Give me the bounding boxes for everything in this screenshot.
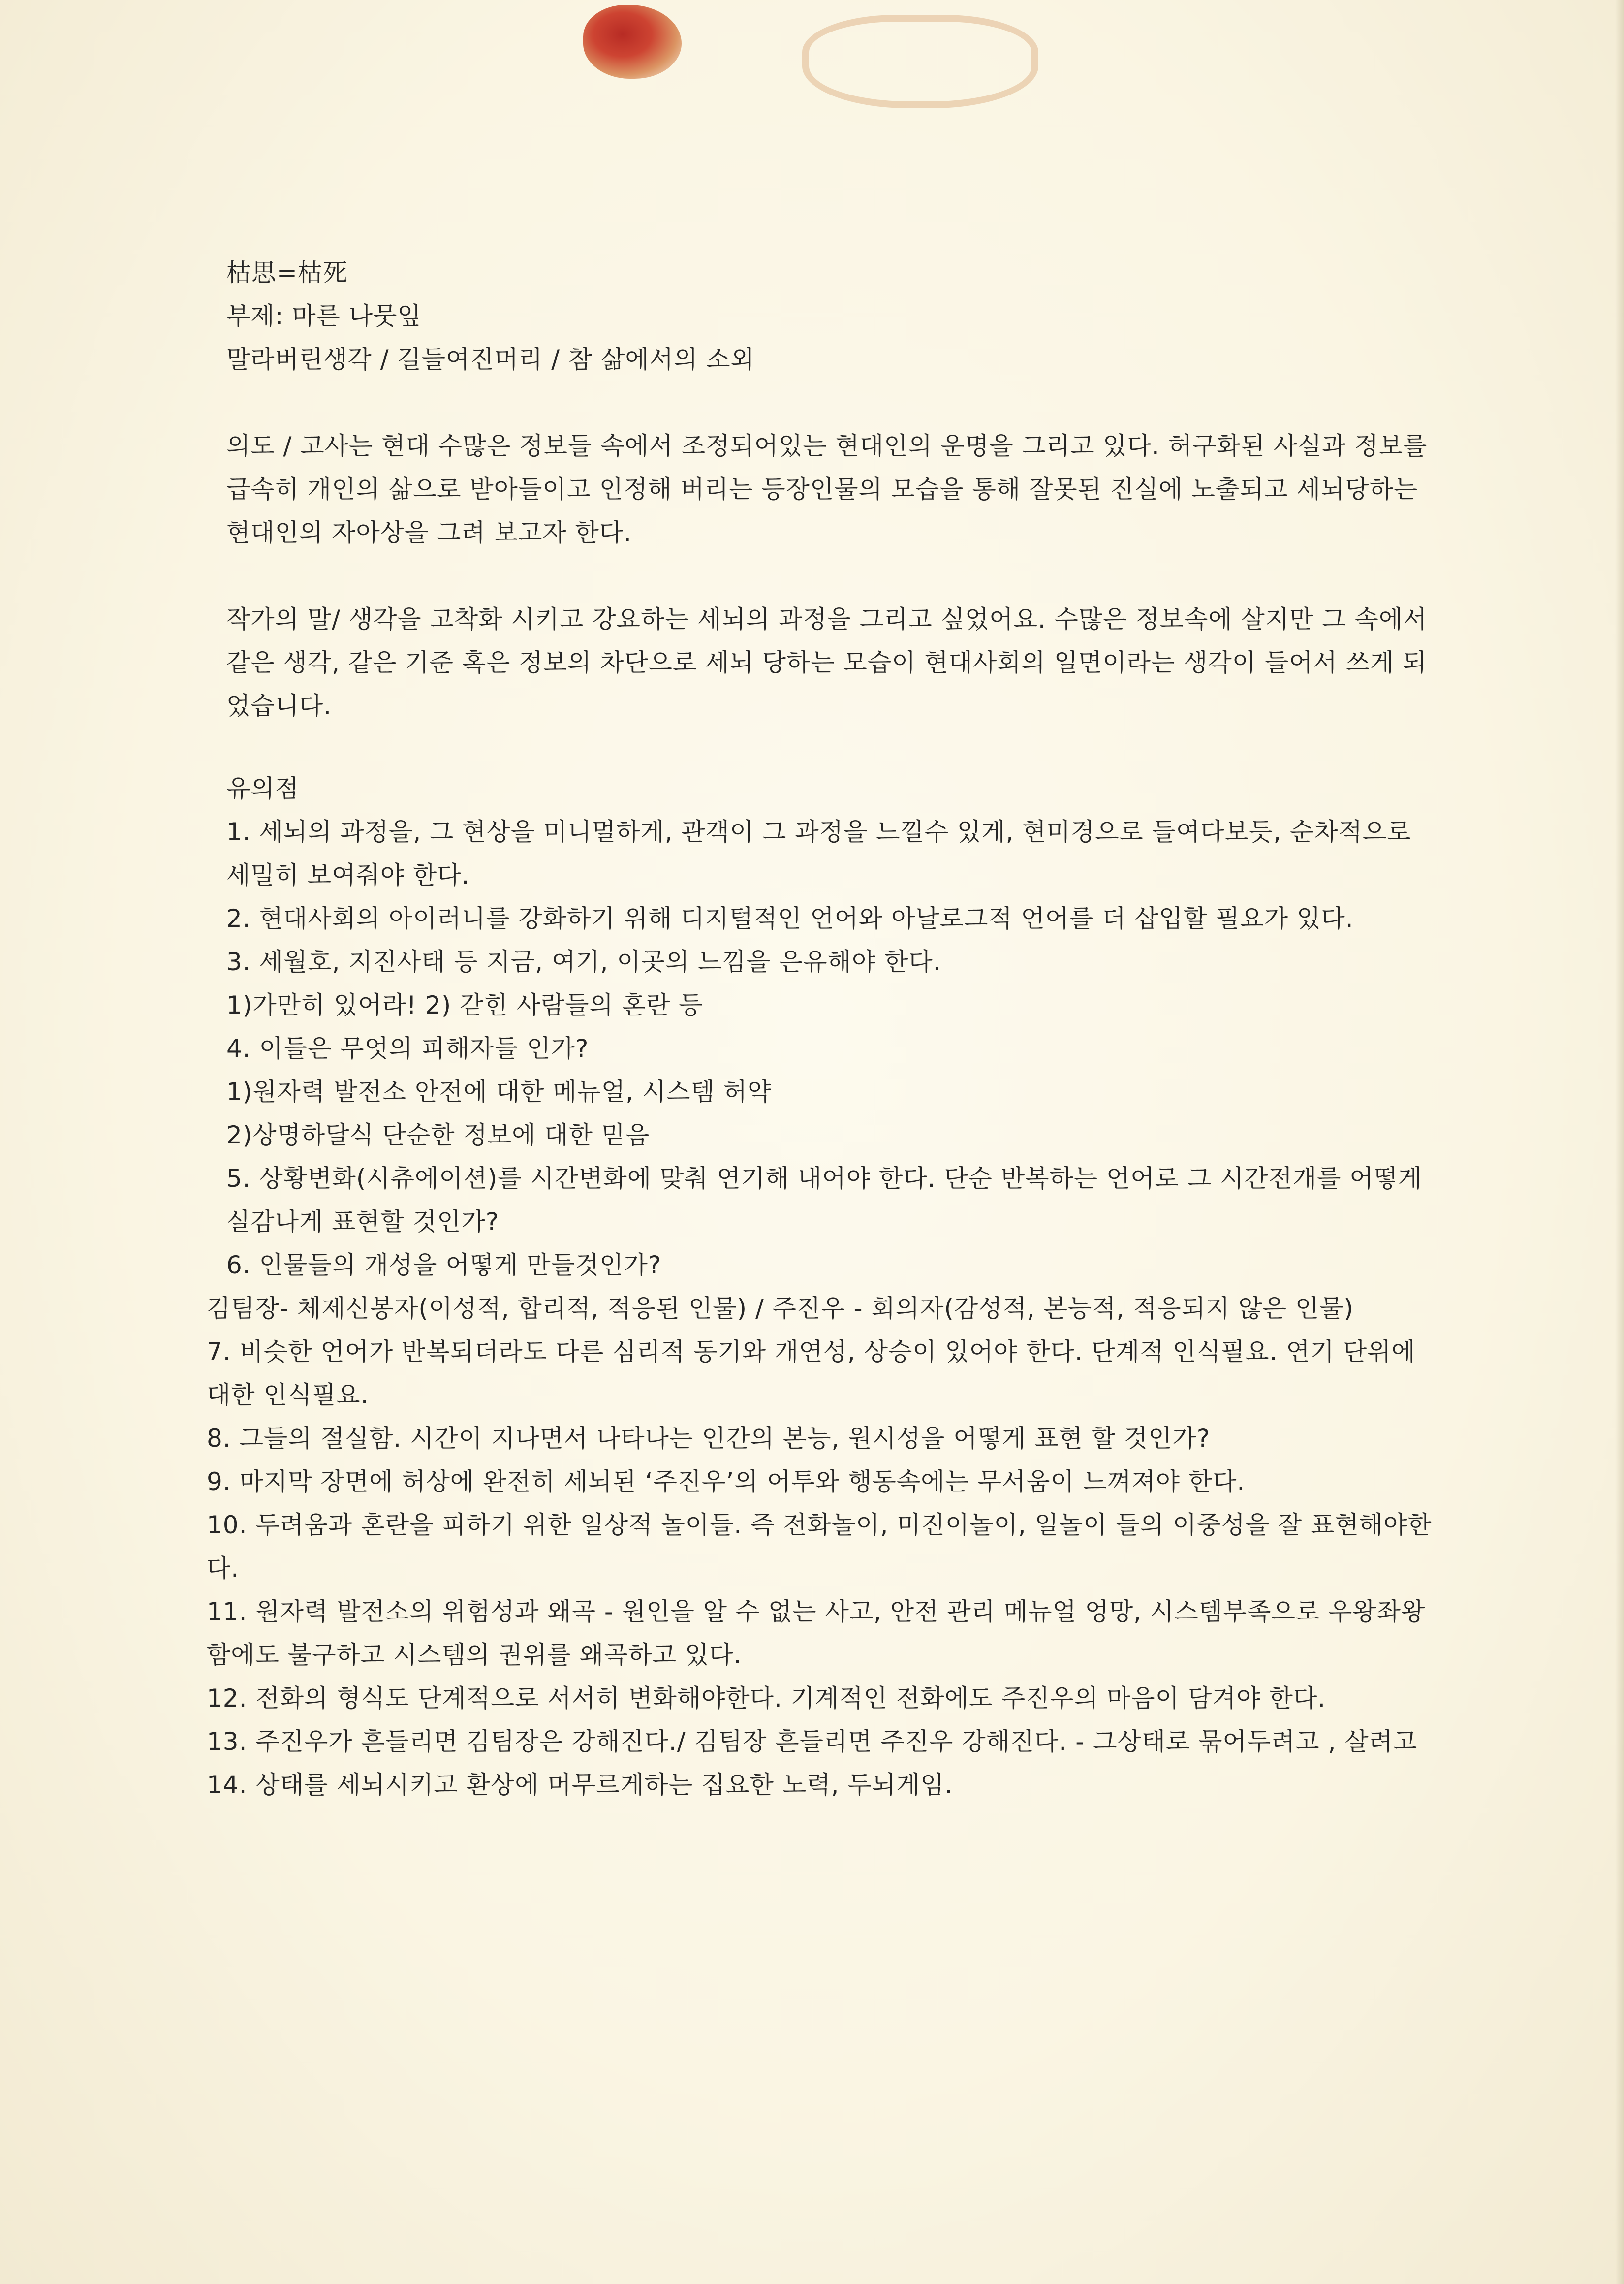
document-subtitle: 부제: 마른 나뭇잎: [226, 302, 422, 330]
note-item: 8. 그들의 절실함. 시간이 지나면서 나타나는 인간의 본능, 원시성을 어떻게 표현 할 것인가?: [207, 1424, 1211, 1453]
note-item: 김팀장- 체제신봉자(이성적, 합리적, 적응된 인물) / 주진우 - 회의자(감성적, 본능적, 적응되지 않은 인물): [207, 1294, 1354, 1323]
note-item: 1. 세뇌의 과정을, 그 현상을 미니멀하게, 관객이 그 과정을 느낄수 있게, 현미경으로 들여다보듯, 순차적으로 세밀히 보여줘야 한다.: [226, 818, 1411, 889]
document-title: 枯思=枯死: [226, 258, 348, 287]
note-item: 5. 상황변화(시츄에이션)를 시간변화에 맞춰 연기해 내어야 한다. 단순 반복하는 언어로 그 시간전개를 어떻게 실감나게 표현할 것인가?: [226, 1164, 1423, 1236]
note-item: 12. 전화의 형식도 단계적으로 서서히 변화해야한다. 기계적인 전화에도 주진우의 마음이 담겨야 한다.: [207, 1684, 1326, 1713]
red-stain-mark: [583, 5, 682, 79]
intent-paragraph: 의도 / 고사는 현대 수많은 정보들 속에서 조정되어있는 현대인의 운명을 그리고 있다. 허구화된 사실과 정보를 급속히 개인의 삶으로 받아들이고 인정해 버리는 등장인물의 모습을 통해 잘못된 진실에 노출되고 세뇌당하는 현대인의 자아상을 그려 보고자 한다.: [226, 432, 1428, 547]
document-body: [207, 251, 1437, 1807]
notes-list: [207, 810, 1437, 1807]
paper-edge-shadow: [1615, 0, 1624, 2284]
note-item: 10. 두려움과 혼란을 피하기 위한 일상적 놀이들. 즉 전화놀이, 미진이놀이, 일놀이 들의 이중성을 잘 표현해야한다.: [207, 1511, 1432, 1583]
note-item: 1)원자력 발전소 안전에 대한 메뉴얼, 시스템 허약: [226, 1078, 772, 1106]
notes-heading: 유의점: [226, 774, 299, 803]
note-item: 2. 현대사회의 아이러니를 강화하기 위해 디지털적인 언어와 아날로그적 언어를 더 삽입할 필요가 있다.: [226, 904, 1354, 933]
note-item: 2)상명하달식 단순한 정보에 대한 믿음: [226, 1121, 650, 1149]
note-item: 4. 이들은 무엇의 피해자들 인가?: [226, 1034, 589, 1063]
author-note-paragraph: 작가의 말/ 생각을 고착화 시키고 강요하는 세뇌의 과정을 그리고 싶었어요. 수많은 정보속에 살지만 그 속에서 같은 생각, 같은 기준 혹은 정보의 차단으로 세뇌 당하는 모습이 현대사회의 일면이라는 생각이 들어서 쓰게 되었습니다.: [226, 605, 1428, 720]
note-item: 6. 인물들의 개성을 어떻게 만들것인가?: [226, 1251, 662, 1279]
note-item: 14. 상태를 세뇌시키고 환상에 머무르게하는 집요한 노력, 두뇌게임.: [207, 1771, 953, 1799]
note-item: 3. 세월호, 지진사태 등 지금, 여기, 이곳의 느낌을 은유해야 한다.: [226, 948, 941, 976]
tape-residue-mark: [802, 15, 1038, 108]
note-item: 1)가만히 있어라! 2) 갇힌 사람들의 혼란 등: [226, 991, 703, 1019]
note-item: 9. 마지막 장면에 허상에 완전히 세뇌된 ‘주진우’의 어투와 행동속에는 무서움이 느껴져야 한다.: [207, 1467, 1246, 1496]
note-item: 11. 원자력 발전소의 위험성과 왜곡 - 원인을 알 수 없는 사고, 안전 관리 메뉴얼 엉망, 시스템부족으로 우왕좌왕함에도 불구하고 시스템의 권위를 왜곡하고 있다.: [207, 1597, 1426, 1669]
note-item: 7. 비슷한 언어가 반복되더라도 다른 심리적 동기와 개연성, 상승이 있어야 한다. 단계적 인식필요. 연기 단위에 대한 인식필요.: [207, 1337, 1416, 1409]
document-keywords: 말라버린생각 / 길들여진머리 / 참 삶에서의 소외: [226, 345, 755, 374]
note-item: 13. 주진우가 흔들리면 김팀장은 강해진다./ 김팀장 흔들리면 주진우 강해진다. - 그상태로 묶어두려고 , 살려고: [207, 1727, 1418, 1756]
